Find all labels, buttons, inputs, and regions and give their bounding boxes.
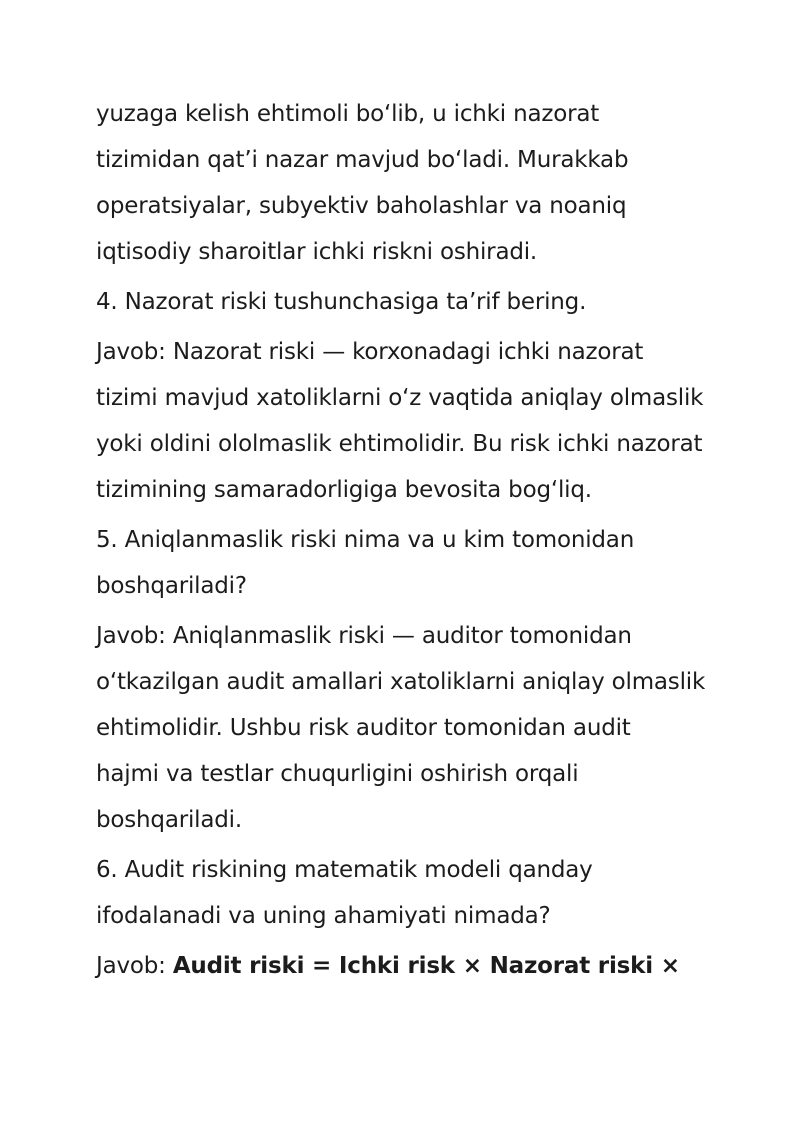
answer-6 xyxy=(96,943,716,989)
answer-line: Javob: Nazorat riski — korxonadagi ichki nazorat xyxy=(96,339,644,365)
text-line: iqtisodiy sharoitlar ichki riskni oshiradi. xyxy=(96,239,538,265)
answer-line: tizimi mavjud xatoliklarni o‘z vaqtida aniqlay olmaslik xyxy=(96,385,704,411)
question-line: boshqariladi? xyxy=(96,573,247,599)
question-4 xyxy=(96,279,716,325)
answer-line: ehtimolidir. Ushbu risk auditor tomonidan audit xyxy=(96,715,631,741)
answer-line: Javob: Aniqlanmaslik riski — auditor tomonidan xyxy=(96,623,632,649)
question-line: 6. Audit riskining matematik modeli qanday xyxy=(96,857,593,883)
question-line: ifodalanadi va uning ahamiyati nimada? xyxy=(96,903,551,929)
text-line: tizimidan qat’i nazar mavjud bo‘ladi. Murakkab xyxy=(96,147,629,173)
question-line: 5. Aniqlanmaslik riski nima va u kim tomonidan xyxy=(96,527,635,553)
audit-risk-formula: Audit riski = Ichki risk × Nazorat riski × xyxy=(172,953,680,979)
answer-4 xyxy=(96,329,716,513)
answer-line: hajmi va testlar chuqurligini oshirish orqali xyxy=(96,761,579,787)
answer-line xyxy=(96,943,716,989)
answer-prefix: Javob: xyxy=(96,953,173,979)
text-line: operatsiyalar, subyektiv baholashlar va noaniq xyxy=(96,193,627,219)
question-line: 4. Nazorat riski tushunchasiga ta’rif bering. xyxy=(96,289,587,315)
answer-line: tizimining samaradorligiga bevosita bog‘liq. xyxy=(96,477,592,503)
text-line: yuzaga kelish ehtimoli bo‘lib, u ichki nazorat xyxy=(96,101,600,127)
paragraph-inherent-risk xyxy=(96,91,716,275)
answer-5 xyxy=(96,613,716,843)
question-5 xyxy=(96,517,716,609)
document-page xyxy=(96,91,716,989)
answer-line: yoki oldini ololmaslik ehtimolidir. Bu risk ichki nazorat xyxy=(96,431,703,457)
question-6 xyxy=(96,847,716,939)
answer-line: boshqariladi. xyxy=(96,807,242,833)
answer-line: o‘tkazilgan audit amallari xatoliklarni aniqlay olmaslik xyxy=(96,669,706,695)
